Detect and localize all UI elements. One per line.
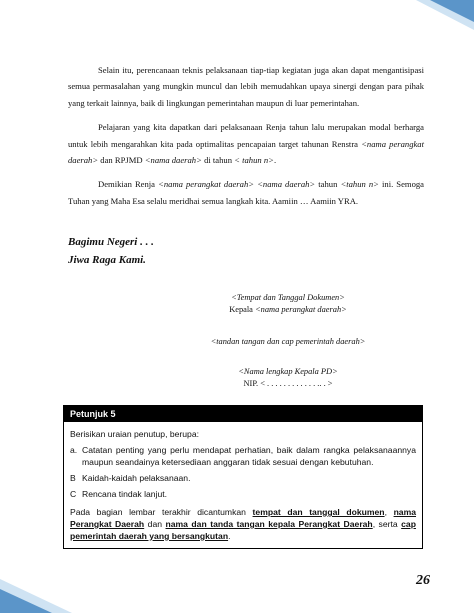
signature-stamp <box>158 336 418 348</box>
item-text: Rencana tindak lanjut. <box>82 489 168 499</box>
official-name-placeholder: <Nama lengkap Kepala PD> <box>238 367 338 376</box>
closing-text: dan <box>144 519 166 529</box>
paragraph-1: Selain itu, perencanaan teknis pelaksanaan tiap-tiap kegiatan juga akan dapat mengantisipasi semua permasalahan yang mungkin muncul dan lebih memudahkan upaya sinergi dengan para pihak yang terkait lainnya, baik di lingkungan pemerintahan maupun di luar pemerintahan. <box>68 65 424 108</box>
closing-text: Pada bagian lembar terakhir dicantumkan <box>70 507 253 517</box>
p3-text-a: Demikian Renja <box>98 179 159 190</box>
stamp-placeholder: <tandan tangan dan cap pemerintah daerah> <box>210 337 366 346</box>
signature-name-block <box>158 366 418 390</box>
closing-emphasis: nama Perangkat Daerah <box>70 507 417 529</box>
corner-decoration-top <box>416 0 474 30</box>
closing-emphasis: tempat dan tanggal dokumen <box>252 507 385 517</box>
closing-emphasis: nama dan tanda tangan kepala Perangkat Daerah <box>165 519 373 529</box>
p2-placeholder-tahun: < tahun n> <box>234 155 274 166</box>
closing-text: , serta <box>372 519 402 529</box>
p2-text-e: di tahun <box>201 155 235 166</box>
petunjuk-item <box>70 472 416 484</box>
kepala-name-placeholder: <nama perangkat daerah> <box>255 305 347 314</box>
page-number: 26 <box>416 573 430 588</box>
petunjuk-body <box>64 422 422 548</box>
p3-placeholder-pd: <nama perangkat daerah> <box>158 179 255 190</box>
petunjuk-box <box>63 405 423 549</box>
p2-placeholder-daerah: <nama daerah> <box>144 155 202 166</box>
petunjuk-intro: Berisikan uraian penutup, berupa: <box>70 429 199 439</box>
petunjuk-item <box>70 444 416 468</box>
petunjuk-item <box>70 488 416 500</box>
item-label: a. <box>70 445 78 455</box>
motto <box>68 233 154 269</box>
item-label: B <box>70 473 76 483</box>
closing-paragraphs <box>68 62 424 217</box>
p2-placeholder-pd: <nama perangkat daerah> <box>68 138 424 166</box>
paragraph-2 <box>68 119 424 168</box>
p2-text-a: Pelajaran yang kita dapatkan dari pelaksanaan Renja tahun lalu merupakan modal berharga untuk lebih mengarahkan kita pada optimalitas pencapaian target tahunan Renstra <box>68 122 424 149</box>
motto-line-2: Jiwa Raga Kami. <box>68 254 146 266</box>
closing-text: , <box>384 507 394 517</box>
kepala-prefix: Kepala <box>229 305 255 314</box>
closing-text: . <box>228 531 231 541</box>
item-text: Catatan penting yang perlu mendapat perhatian, baik dalam rangka pelaksanaannya maupun seandainya ketersediaan anggaran tidak sesuai dengan kebutuhan. <box>82 445 416 467</box>
p3-placeholder-tahun: <tahun n> <box>340 179 379 190</box>
p3-text-e: tahun <box>315 179 341 190</box>
corner-decoration-bottom <box>0 579 72 613</box>
item-text: Kaidah-kaidah pelaksanaan. <box>82 473 191 483</box>
closing-emphasis: cap pemerintah daerah yang bersangkutan <box>70 519 416 541</box>
p3-placeholder-daerah: <nama daerah> <box>257 179 316 190</box>
p2-text-c: dan RPJMD <box>98 155 145 166</box>
petunjuk-title: Petunjuk 5 <box>64 406 422 422</box>
petunjuk-closing <box>70 506 416 542</box>
nip-line: NIP. < . . . . . . . . . . . . .. . > <box>243 379 333 388</box>
p2-text-g: . <box>273 155 277 166</box>
item-label: C <box>70 489 77 499</box>
place-date-placeholder: <Tempat dan Tanggal Dokumen> <box>231 293 345 302</box>
motto-line-1: Bagimu Negeri . . . <box>68 236 154 248</box>
signature-place-date <box>158 292 418 316</box>
paragraph-3 <box>68 176 424 209</box>
p3-text-g: ini. Semoga Tuhan yang Maha Esa selalu meridhai semua langkah kita. Aamiin … Aamiin YRA. <box>68 179 424 206</box>
